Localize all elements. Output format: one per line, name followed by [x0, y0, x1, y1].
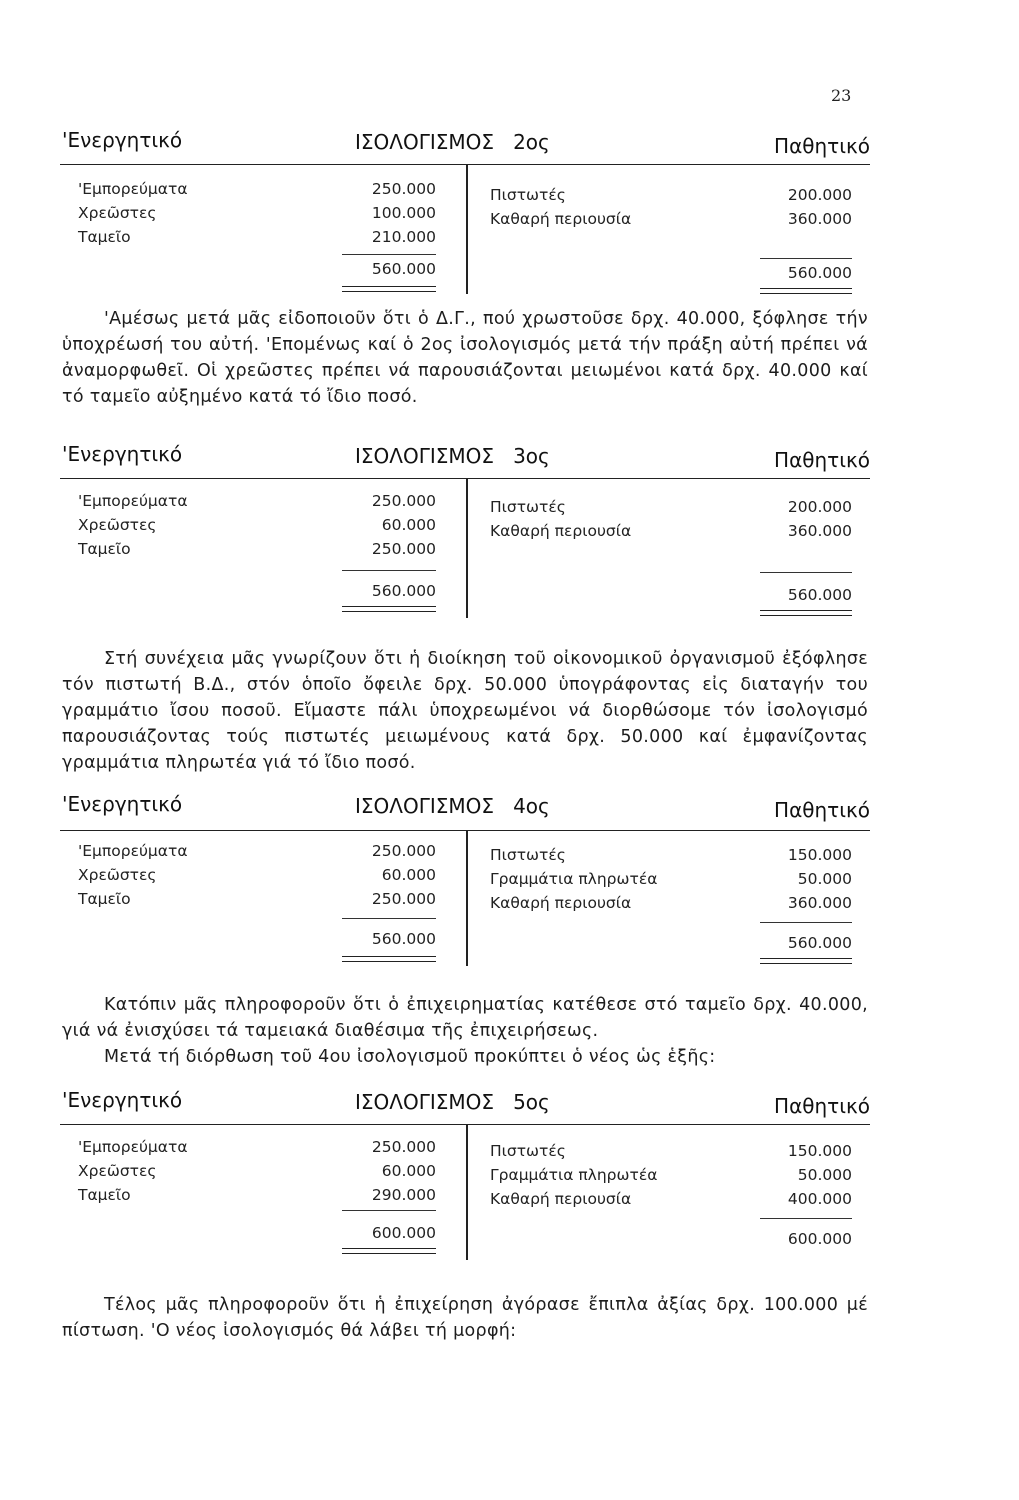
assets-column: [78, 1138, 436, 1210]
liabilities-column: [490, 498, 852, 546]
liability-row: [490, 498, 852, 522]
assets-heading: 'Ενεργητικό: [62, 128, 183, 152]
liability-row: [490, 1142, 852, 1166]
asset-row: [78, 890, 436, 914]
asset-label: 'Εμπορεύματα: [78, 180, 188, 198]
liability-row: [490, 1166, 852, 1190]
column-divider: [466, 830, 468, 966]
total-double-line: [760, 610, 852, 616]
asset-label: Χρεῶστες: [78, 866, 157, 884]
assets-total-amount: 600.000: [371, 1224, 436, 1242]
liability-label: Πιστωτές: [490, 186, 566, 204]
asset-label: Ταμεῖο: [78, 890, 131, 908]
asset-row: [78, 1162, 436, 1186]
balance-sheet-header: [60, 442, 870, 470]
liability-label: Καθαρή περιουσία: [490, 522, 632, 540]
liabilities-heading: Παθητικό: [774, 134, 870, 158]
liability-label: Πιστωτές: [490, 846, 566, 864]
liabilities-total-amount: 600.000: [787, 1230, 852, 1248]
paragraph: 'Αμέσως μετά μᾶς εἰδοποιοῦν ὅτι ὁ Δ.Γ., πού χρωστοῦσε δρχ. 40.000, ξόφλησε τήν ὑποχρέωσή του αὐτή. 'Επομένως καί ὁ 2ος ἰσολογισμός μετά τήν πράξη αὐτή πρέπει νά ἀναμορφωθεῖ. Οἱ χρεῶστες πρέπει νά παρουσιάζονται μειωμένοι κατά δρχ. 40.000 καί τό ταμεῖο αὐξημένο κατά τό ἴδιο ποσό.: [62, 309, 868, 407]
liabilities-column: [490, 186, 852, 234]
asset-amount: 210.000: [371, 228, 436, 246]
balance-sheet-3: [60, 442, 870, 622]
asset-row: [78, 492, 436, 516]
asset-row: [78, 204, 436, 228]
balance-sheet-title: ΙΣΟΛΟΓΙΣΜΟΣ 2ος: [355, 130, 550, 154]
paragraph: Τέλος μᾶς πληροφοροῦν ὅτι ἡ ἐπιχείρηση ἀγόρασε ἔπιπλα ἀξίας δρχ. 100.000 μέ πίστωση. 'Ο νέος ἰσολογισμός θά λάβει τή μορφή:: [62, 1295, 868, 1341]
liability-label: Καθαρή περιουσία: [490, 1190, 632, 1208]
paragraph: Μετά τή διόρθωση τοῦ 4ου ἰσολογισμοῦ προκύπτει ὁ νέος ὡς ἑξῆς:: [104, 1047, 716, 1067]
liabilities-heading: Παθητικό: [774, 448, 870, 472]
liability-row: [490, 1190, 852, 1214]
header-rule: [60, 1124, 870, 1125]
subtotal-line: [342, 570, 436, 571]
liability-label: Πιστωτές: [490, 1142, 566, 1160]
asset-amount: 250.000: [371, 180, 436, 198]
total-double-line: [760, 288, 852, 294]
balance-sheet-header: [60, 128, 870, 156]
asset-label: Χρεῶστες: [78, 1162, 157, 1180]
liability-label: Γραμμάτια πληρωτέα: [490, 1166, 658, 1184]
asset-row: [78, 842, 436, 866]
balance-sheet-header: [60, 1088, 870, 1116]
asset-amount: 250.000: [371, 492, 436, 510]
liability-amount: 50.000: [797, 1166, 852, 1184]
asset-row: [78, 1186, 436, 1210]
asset-amount: 250.000: [371, 842, 436, 860]
liabilities-total-amount: 560.000: [787, 264, 852, 282]
subtotal-line: [760, 258, 852, 259]
liabilities-total-amount: 560.000: [787, 586, 852, 604]
subtotal-line: [342, 254, 436, 255]
asset-amount: 100.000: [371, 204, 436, 222]
assets-total-amount: 560.000: [371, 930, 436, 948]
liabilities-column: [490, 1142, 852, 1214]
page-number: 23: [831, 86, 852, 105]
column-divider: [466, 164, 468, 294]
asset-label: 'Εμπορεύματα: [78, 492, 188, 510]
liability-amount: 360.000: [787, 522, 852, 540]
asset-label: Ταμεῖο: [78, 228, 131, 246]
assets-heading: 'Ενεργητικό: [62, 1088, 183, 1112]
subtotal-line: [342, 918, 436, 919]
total-double-line: [342, 1248, 436, 1254]
subtotal-line: [760, 572, 852, 573]
total-double-line: [342, 606, 436, 612]
total-double-line: [760, 958, 852, 964]
subtotal-line: [760, 922, 852, 923]
asset-amount: 250.000: [371, 890, 436, 908]
subtotal-line: [342, 1210, 436, 1211]
liability-row: [490, 894, 852, 918]
balance-sheet-title: ΙΣΟΛΟΓΙΣΜΟΣ 5ος: [355, 1090, 550, 1114]
paragraph: Κατόπιν μᾶς πληροφοροῦν ὅτι ὁ ἐπιχειρηματίας κατέθεσε στό ταμεῖο δρχ. 40.000, γιά νά ἐνισχύσει τά ταμειακά διαθέσιμα τῆς ἐπιχειρήσεως.: [62, 995, 868, 1041]
liabilities-total-amount: 560.000: [787, 934, 852, 952]
assets-column: [78, 492, 436, 564]
header-rule: [60, 830, 870, 831]
liability-label: Γραμμάτια πληρωτέα: [490, 870, 658, 888]
asset-amount: 290.000: [371, 1186, 436, 1204]
column-divider: [466, 478, 468, 618]
asset-row: [78, 540, 436, 564]
asset-label: Ταμεῖο: [78, 540, 131, 558]
total-double-line: [342, 956, 436, 962]
column-divider: [466, 1124, 468, 1260]
assets-total-amount: 560.000: [371, 582, 436, 600]
assets-heading: 'Ενεργητικό: [62, 442, 183, 466]
asset-amount: 250.000: [371, 1138, 436, 1156]
asset-row: [78, 228, 436, 252]
balance-sheet-header: [60, 792, 870, 820]
liability-label: Καθαρή περιουσία: [490, 210, 632, 228]
liability-amount: 50.000: [797, 870, 852, 888]
liability-row: [490, 522, 852, 546]
balance-sheet-title: ΙΣΟΛΟΓΙΣΜΟΣ 3ος: [355, 444, 550, 468]
asset-row: [78, 866, 436, 890]
header-rule: [60, 164, 870, 165]
asset-row: [78, 516, 436, 540]
asset-row: [78, 180, 436, 204]
liability-row: [490, 846, 852, 870]
subtotal-line: [760, 1218, 852, 1219]
balance-sheet-2: [60, 128, 870, 298]
liability-amount: 360.000: [787, 894, 852, 912]
liability-label: Πιστωτές: [490, 498, 566, 516]
header-rule: [60, 478, 870, 479]
paragraph: Στή συνέχεια μᾶς γνωρίζουν ὅτι ἡ διοίκηση τοῦ οἰκονομικοῦ ὀργανισμοῦ ἐξόφλησε τόν πιστωτή Β.Δ., στόν ὁποῖο ὄφειλε δρχ. 50.000 ὑπογράφοντας εἰς διαταγήν του γραμμάτιο ἴσου ποσοῦ. Εἴμαστε πάλι ὑποχρεωμένοι νά διορθώσομε τόν ἰσολογισμό παρουσιάζοντας τούς πιστωτές μειωμένους κατά δρχ. 50.000 καί ἐμφανίζοντας γραμμάτια πληρωτέα γιά τό ἴδιο ποσό.: [62, 649, 868, 773]
liabilities-heading: Παθητικό: [774, 1094, 870, 1118]
liability-amount: 200.000: [787, 498, 852, 516]
balance-sheet-title: ΙΣΟΛΟΓΙΣΜΟΣ 4ος: [355, 794, 550, 818]
balance-sheet-4: [60, 792, 870, 972]
assets-total-amount: 560.000: [371, 260, 436, 278]
liability-amount: 150.000: [787, 1142, 852, 1160]
asset-label: 'Εμπορεύματα: [78, 842, 188, 860]
asset-amount: 250.000: [371, 540, 436, 558]
asset-label: Χρεῶστες: [78, 516, 157, 534]
liabilities-column: [490, 846, 852, 918]
liabilities-heading: Παθητικό: [774, 798, 870, 822]
liability-amount: 360.000: [787, 210, 852, 228]
liability-row: [490, 870, 852, 894]
liability-row: [490, 186, 852, 210]
liability-label: Καθαρή περιουσία: [490, 894, 632, 912]
balance-sheet-5: [60, 1088, 870, 1268]
liability-amount: 400.000: [787, 1190, 852, 1208]
asset-label: Ταμεῖο: [78, 1186, 131, 1204]
asset-amount: 60.000: [381, 866, 436, 884]
liability-amount: 200.000: [787, 186, 852, 204]
assets-heading: 'Ενεργητικό: [62, 792, 183, 816]
asset-row: [78, 1138, 436, 1162]
asset-amount: 60.000: [381, 1162, 436, 1180]
liability-row: [490, 210, 852, 234]
liability-amount: 150.000: [787, 846, 852, 864]
total-double-line: [342, 286, 436, 292]
assets-column: [78, 842, 436, 914]
asset-amount: 60.000: [381, 516, 436, 534]
assets-column: [78, 180, 436, 252]
asset-label: 'Εμπορεύματα: [78, 1138, 188, 1156]
asset-label: Χρεῶστες: [78, 204, 157, 222]
